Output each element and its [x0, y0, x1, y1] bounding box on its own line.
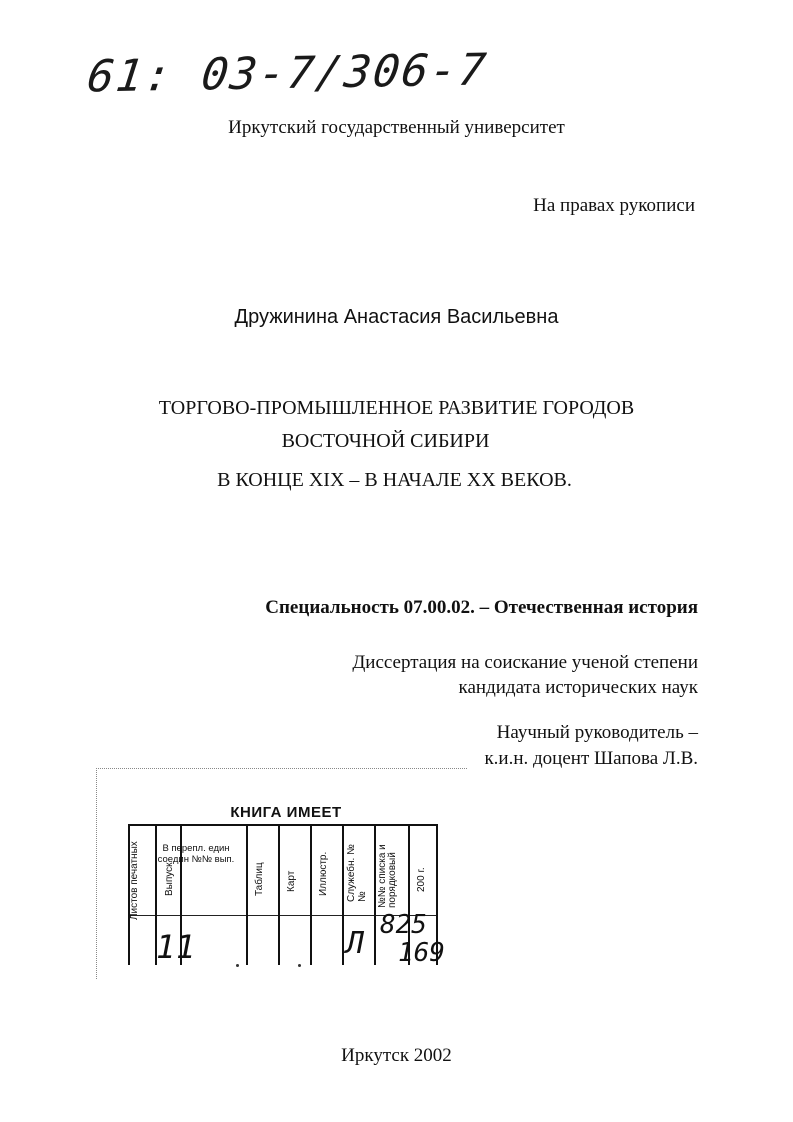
title-line-3: В КОНЦЕ XIX – В НАЧАЛЕ XX ВЕКОВ.: [217, 469, 572, 491]
stamp-col-illustrations: Иллюстр.: [318, 851, 329, 896]
stamp-heading: КНИГА ИМЕЕТ: [230, 804, 342, 821]
supervisor-line-2: к.и.н. доцент Шапова Л.В.: [484, 748, 698, 769]
city-year: Иркутск 2002: [341, 1045, 452, 1066]
stamp-dot: [236, 964, 239, 967]
stamp-col-sep: [278, 825, 280, 965]
rights-note: На правах рукописи: [533, 195, 695, 216]
stamp-col-issue: Выпуск: [164, 862, 175, 896]
dissertation-line-1: Диссертация на соискание ученой степени: [352, 652, 698, 673]
title-line-2: ВОСТОЧНОЙ СИБИРИ: [281, 430, 490, 452]
university-name: Иркутский государственный университет: [228, 117, 565, 138]
stamp-col-year: 200 г.: [416, 867, 427, 892]
stamp-hand-list-order: 825: [380, 910, 427, 940]
stamp-col-sep: [342, 825, 344, 965]
stamp-col-sep: [246, 825, 248, 965]
stamp-hand-issue: 1: [176, 928, 196, 966]
stamp-col-service: Служебн. №№: [346, 844, 368, 902]
archive-code-handwritten: 61: 03-7/306-7: [84, 44, 491, 103]
author-name: Дружинина Анастасия Васильевна: [234, 306, 559, 328]
supervisor-line-1: Научный руководитель –: [496, 722, 698, 743]
title-line-1: ТОРГОВО-ПРОМЫШЛЕННОЕ РАЗВИТИЕ ГОРОДОВ: [158, 397, 635, 419]
dissertation-line-2: кандидата исторических наук: [458, 677, 698, 698]
stamp-col-list-order: №№ списка и порядковый: [377, 844, 398, 908]
stamp-col-sep: [310, 825, 312, 965]
stamp-col-maps: Карт: [286, 870, 297, 892]
stamp-hand-year: 169: [398, 938, 445, 968]
stamp-col-bound: В перепл. един соедин №№ вып.: [157, 843, 235, 865]
stamp-col-sheets: Листов печатных: [129, 841, 140, 920]
stamp-hand-service: Л: [346, 926, 365, 961]
stamp-col-sep: [374, 825, 376, 965]
library-stamp: [96, 768, 474, 990]
specialty: Специальность 07.00.02. – Отечественная история: [265, 597, 698, 618]
stamp-dot: [298, 964, 301, 967]
stamp-hand-sheets: 1: [156, 928, 176, 966]
stamp-col-tables: Таблиц: [254, 862, 265, 896]
